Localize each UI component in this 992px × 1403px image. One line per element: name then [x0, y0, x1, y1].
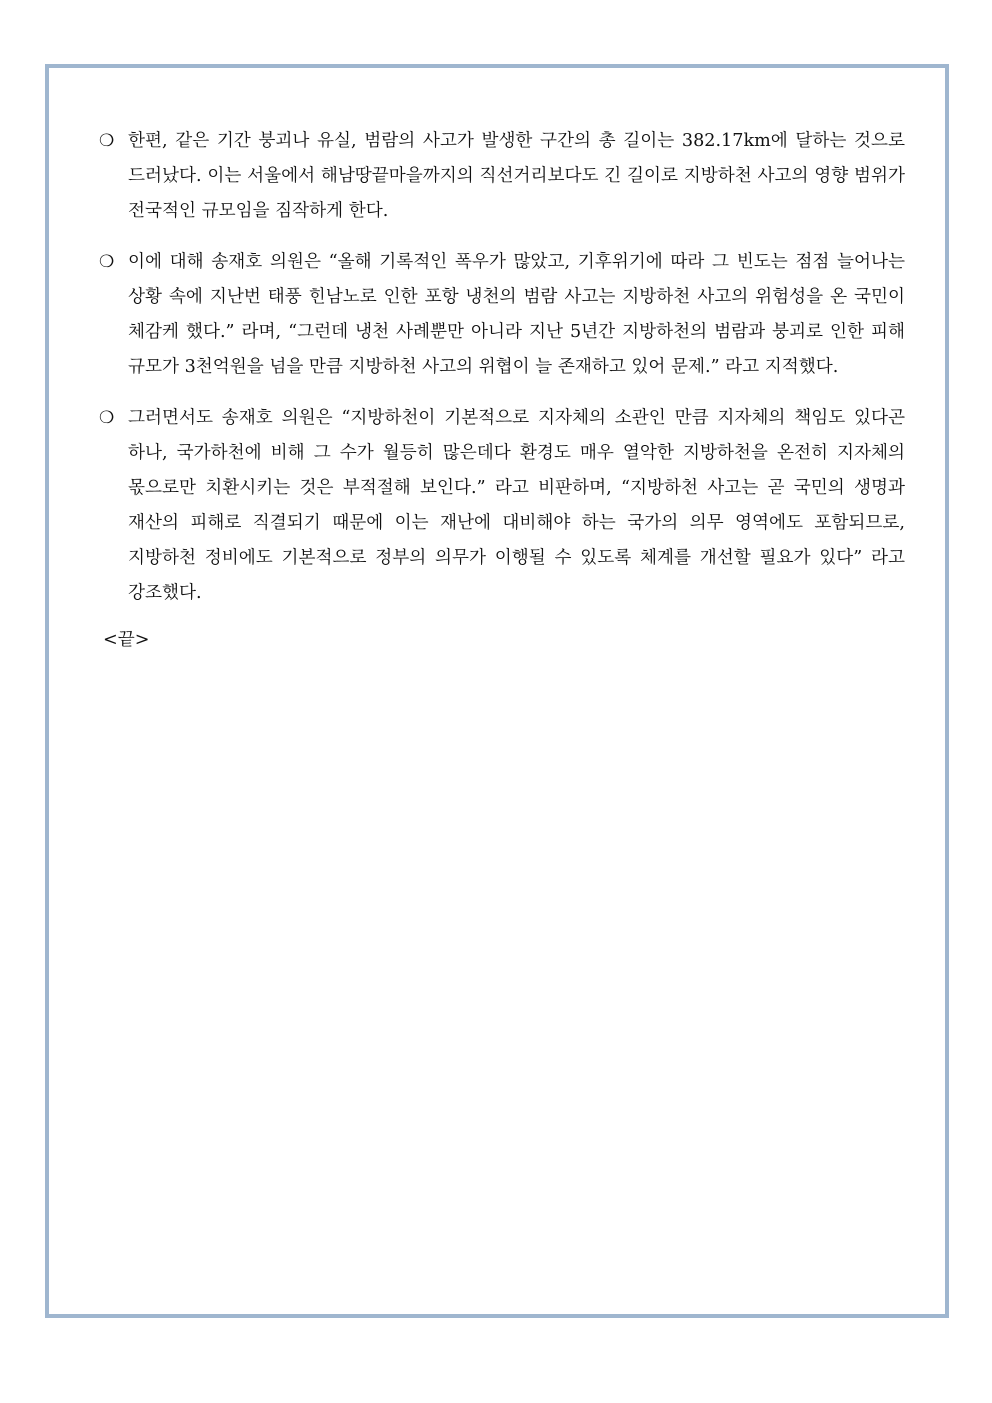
circle-bullet-icon: ❍ [99, 131, 115, 151]
page-frame [45, 64, 949, 1318]
paragraph-3 [95, 401, 905, 611]
paragraph-text: 이에 대해 송재호 의원은 “올해 기록적인 폭우가 많았고, 기후위기에 따라 그 빈도는 점점 늘어나는 상황 속에 지난번 태풍 힌남노로 인한 포항 냉천의 범람 사고는 지방하천 사고의 위험성을 온 국민이 체감케 했다.” 라며, “그런데 냉천 사례뿐만 아니라 지난 5년간 지방하천의 범람과 붕괴로 인한 피해 규모가 3천억원을 넘을 만큼 지방하천 사고의 위협이 늘 존재하고 있어 문제.” 라고 지적했다. [128, 252, 905, 377]
document-body [95, 124, 905, 658]
end-mark: <끝> [103, 630, 150, 650]
paragraph-1 [95, 124, 905, 229]
paragraph-text: 한편, 같은 기간 붕괴나 유실, 범람의 사고가 발생한 구간의 총 길이는 382.17km에 달하는 것으로 드러났다. 이는 서울에서 해남땅끝마을까지의 직선거리보다도 긴 길이로 지방하천 사고의 영향 범위가 전국적인 규모임을 짐작하게 한다. [128, 131, 905, 221]
paragraph-text: 그러면서도 송재호 의원은 “지방하천이 기본적으로 지자체의 소관인 만큼 지자체의 책임도 있다곤 하나, 국가하천에 비해 그 수가 월등히 많은데다 환경도 매우 열악한 지방하천을 온전히 지자체의 몫으로만 치환시키는 것은 부적절해 보인다.” 라고 비판하며, “지방하천 사고는 곧 국민의 생명과 재산의 피해로 직결되기 때문에 이는 재난에 대비해야 하는 국가의 의무 영역에도 포함되므로, 지방하천 정비에도 기본적으로 정부의 의무가 이행될 수 있도록 체계를 개선할 필요가 있다” 라고 강조했다. [128, 408, 905, 603]
circle-bullet-icon: ❍ [99, 252, 115, 272]
paragraph-2 [95, 245, 905, 385]
circle-bullet-icon: ❍ [99, 408, 115, 428]
